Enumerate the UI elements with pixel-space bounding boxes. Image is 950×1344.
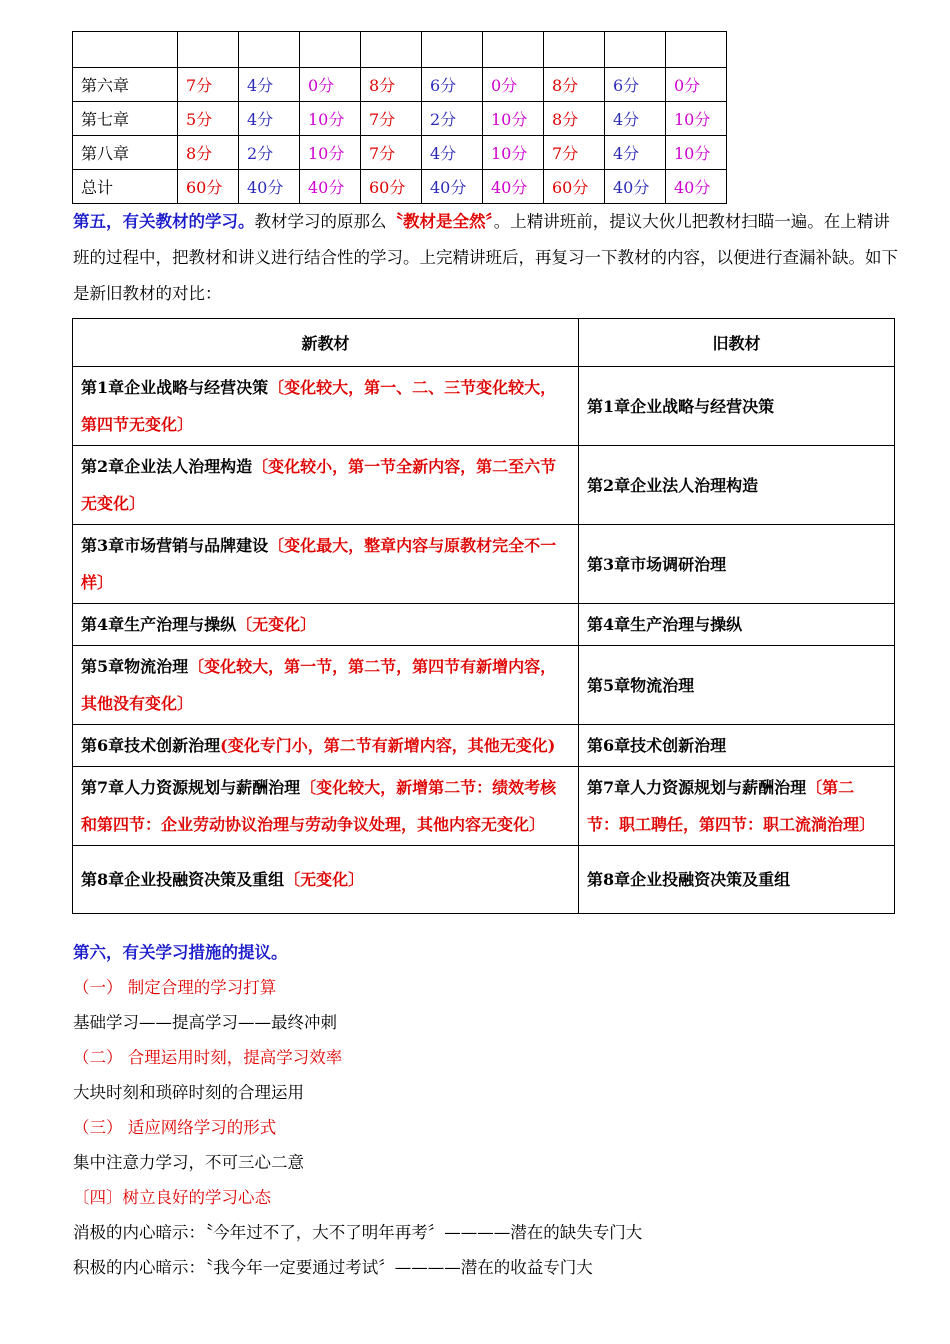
old-textbook-cell: [579, 446, 895, 525]
score-row: [73, 136, 727, 170]
positive-suggestion: 积极的内心暗示：〝我今年一定要通过考试〞————潜在的收益专门大: [73, 1258, 593, 1277]
textbook-row: [73, 725, 895, 767]
section6-item1-text: 基础学习——提高学习——最终冲刺: [73, 1013, 337, 1032]
section5-quote: 〝教材是全然〞: [386, 212, 494, 231]
textbook-comparison-table: [72, 318, 895, 914]
old-chapter-note: 〔第二节：职工聘任，第四节：职工流淌治理〕: [587, 778, 876, 834]
score-cell: 40分: [300, 170, 361, 204]
old-textbook-cell: [579, 725, 895, 767]
score-cell: 7分: [361, 136, 422, 170]
old-textbook-cell: [579, 604, 895, 646]
header-new-textbook: 新教材: [73, 319, 579, 367]
score-row: [73, 32, 727, 68]
chapter-label: 总计: [73, 170, 178, 204]
score-cell: 0分: [666, 68, 727, 102]
score-cell: 5分: [178, 102, 239, 136]
score-row: [73, 68, 727, 102]
section6-item2: （二） 合理运用时刻，提高学习效率: [73, 1048, 343, 1067]
new-chapter-title: 第5章物流治理: [81, 657, 189, 676]
header-old-textbook: 旧教材: [579, 319, 895, 367]
old-chapter-title: 第4章生产治理与操纵: [587, 615, 743, 634]
section5-text1: 教材学习的原那么: [254, 212, 387, 231]
score-cell: 10分: [483, 136, 544, 170]
score-cell: [605, 32, 666, 68]
textbook-row: [73, 367, 895, 446]
score-cell: [483, 32, 544, 68]
score-cell: 0分: [300, 68, 361, 102]
score-cell: [666, 32, 727, 68]
score-cell: 2分: [239, 136, 300, 170]
chapter-label: [73, 32, 178, 68]
new-chapter-note: 〔无变化〕: [236, 615, 317, 634]
score-cell: [361, 32, 422, 68]
new-chapter-note: 〔变化较大，第一、二、三节变化较大，第四节无变化〕: [81, 378, 557, 434]
score-cell: 10分: [300, 102, 361, 136]
section6-item2-text: 大块时刻和琐碎时刻的合理运用: [73, 1083, 304, 1102]
score-cell: 6分: [422, 68, 483, 102]
textbook-header-row: [73, 319, 895, 367]
old-chapter-title: 第1章企业战略与经营决策: [587, 396, 775, 416]
textbook-row: [73, 646, 895, 725]
new-textbook-cell: [73, 646, 579, 725]
section5-heading: 第五，有关教材的学习。: [73, 212, 255, 231]
score-cell: 4分: [239, 68, 300, 102]
score-cell: 6分: [605, 68, 666, 102]
score-cell: 40分: [239, 170, 300, 204]
section6-item1: （一） 制定合理的学习打算: [73, 978, 277, 997]
score-cell: 8分: [544, 68, 605, 102]
score-cell: 4分: [605, 136, 666, 170]
score-cell: 60分: [361, 170, 422, 204]
old-chapter-title: 第2章企业法人治理构造: [587, 475, 759, 495]
score-cell: 8分: [544, 102, 605, 136]
new-chapter-note: (变化专门小，第二节有新增内容，其他无变化): [220, 736, 556, 755]
new-chapter-title: 第7章人力资源规划与薪酬治理: [81, 778, 301, 797]
score-cell: 4分: [605, 102, 666, 136]
score-cell: 40分: [483, 170, 544, 204]
old-textbook-cell: [579, 646, 895, 725]
old-chapter-title: 第6章技术创新治理: [587, 736, 727, 755]
score-cell: 10分: [300, 136, 361, 170]
score-cell: [422, 32, 483, 68]
new-chapter-note: 〔变化较大，新增第二节：绩效考核和第四节：企业劳动协议治理与劳动争议处理，其他内容无变化〕: [81, 778, 557, 834]
old-textbook-cell: [579, 767, 895, 846]
new-textbook-cell: [73, 604, 579, 646]
section6-item4: 〔四〕树立良好的学习心态: [73, 1188, 271, 1207]
score-cell: 10分: [666, 102, 727, 136]
old-textbook-cell: [579, 525, 895, 604]
score-cell: 7分: [544, 136, 605, 170]
score-table: [72, 31, 727, 204]
score-cell: [239, 32, 300, 68]
score-cell: [178, 32, 239, 68]
score-cell: 8分: [361, 68, 422, 102]
new-chapter-title: 第8章企业投融资决策及重组: [81, 870, 285, 889]
score-row: [73, 102, 727, 136]
new-textbook-cell: [73, 725, 579, 767]
score-cell: 40分: [666, 170, 727, 204]
score-cell: 2分: [422, 102, 483, 136]
score-cell: 60分: [544, 170, 605, 204]
score-cell: [544, 32, 605, 68]
new-textbook-cell: [73, 367, 579, 446]
chapter-label: 第八章: [73, 136, 178, 170]
chapter-label: 第六章: [73, 68, 178, 102]
new-chapter-note: 〔无变化〕: [284, 870, 365, 889]
score-cell: 40分: [605, 170, 666, 204]
score-cell: 0分: [483, 68, 544, 102]
score-cell: 10分: [666, 136, 727, 170]
score-cell: 8分: [178, 136, 239, 170]
score-cell: 40分: [422, 170, 483, 204]
section5-paragraph: [73, 204, 903, 312]
new-textbook-cell: [73, 525, 579, 604]
new-chapter-title: 第6章技术创新治理: [81, 736, 221, 755]
new-chapter-title: 第1章企业战略与经营决策: [81, 378, 269, 397]
new-textbook-cell: [73, 767, 579, 846]
new-chapter-note: 〔变化较大，第一节，第二节，第四节有新增内容，其他没有变化〕: [81, 657, 557, 713]
old-chapter-title: 第5章物流治理: [587, 675, 695, 695]
new-chapter-note: 〔变化最大，整章内容与原教材完全不一样〕: [81, 536, 557, 592]
old-chapter-title: 第8章企业投融资决策及重组: [587, 870, 791, 889]
section5-text2: 。上精讲班前，提议大伙儿把教材扫瞄一遍。在上精讲班的过程中，把教材和讲义进行结合性的学习。上完精讲班后，再复习一下教材的内容，以便进行查漏补缺。如下是新旧教材的对比：: [73, 212, 898, 303]
old-textbook-cell: [579, 846, 895, 914]
score-cell: 7分: [361, 102, 422, 136]
old-textbook-cell: [579, 367, 895, 446]
section6-heading: 第六，有关学习措施的提议。: [73, 943, 288, 962]
old-chapter-title: 第3章市场调研治理: [587, 554, 727, 574]
score-cell: 4分: [422, 136, 483, 170]
new-chapter-note: 〔变化较小，第一节全新内容，第二至六节无变化〕: [81, 457, 557, 513]
score-row: [73, 170, 727, 204]
score-cell: 10分: [483, 102, 544, 136]
new-textbook-cell: [73, 446, 579, 525]
textbook-row: [73, 846, 895, 914]
textbook-row: [73, 604, 895, 646]
section6-item3-text: 集中注意力学习，不可三心二意: [73, 1153, 304, 1172]
score-cell: 60分: [178, 170, 239, 204]
section6-item3: （三） 适应网络学习的形式: [73, 1118, 277, 1137]
textbook-row: [73, 767, 895, 846]
textbook-row: [73, 446, 895, 525]
score-cell: [300, 32, 361, 68]
chapter-label: 第七章: [73, 102, 178, 136]
new-textbook-cell: [73, 846, 579, 914]
score-cell: 7分: [178, 68, 239, 102]
score-cell: 4分: [239, 102, 300, 136]
negative-suggestion: 消极的内心暗示：〝今年过不了，大不了明年再考〞————潜在的缺失专门大: [73, 1223, 643, 1242]
textbook-row: [73, 525, 895, 604]
new-chapter-title: 第2章企业法人治理构造: [81, 457, 253, 476]
new-chapter-title: 第3章市场营销与品牌建设: [81, 536, 269, 555]
old-chapter-title: 第7章人力资源规划与薪酬治理: [587, 778, 807, 797]
new-chapter-title: 第4章生产治理与操纵: [81, 615, 237, 634]
